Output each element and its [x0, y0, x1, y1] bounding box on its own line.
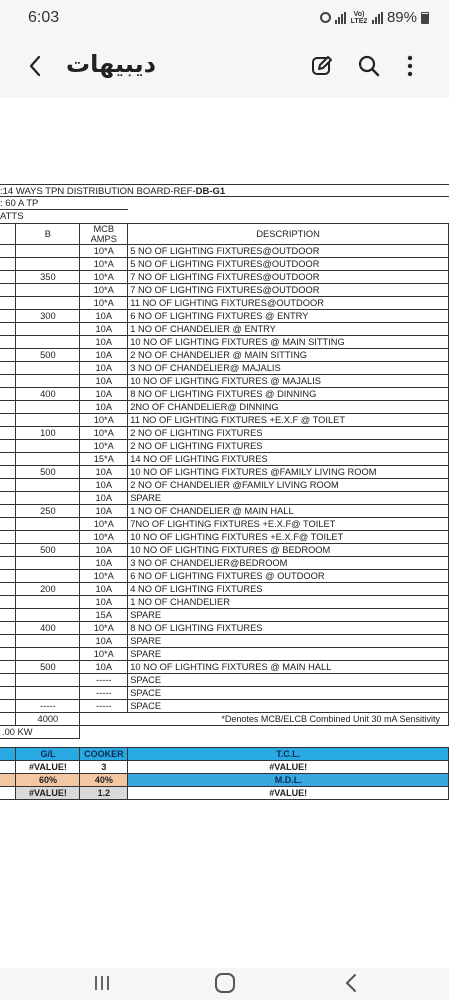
- summary-cell: #VALUE!: [16, 787, 80, 800]
- col-b-header: B: [16, 224, 80, 245]
- row-marker: [0, 544, 16, 557]
- watts-cell: [16, 492, 80, 505]
- summary-cell: 60%: [16, 774, 80, 787]
- board-ref: DB-G1: [195, 186, 226, 197]
- description-cell: SPARE: [128, 635, 449, 648]
- watts-label: ATTS: [0, 211, 24, 222]
- home-icon[interactable]: [215, 973, 235, 993]
- document-viewer[interactable]: [0, 98, 449, 968]
- row-marker: [0, 583, 16, 596]
- amps-cell: 10A: [80, 336, 128, 349]
- watts-cell: [16, 336, 80, 349]
- edit-icon[interactable]: [310, 54, 334, 78]
- description-cell: 6 NO OF LIGHTING FIXTURES @ OUTDOOR: [128, 570, 449, 583]
- amps-cell: -----: [80, 674, 128, 687]
- watts-cell: [16, 323, 80, 336]
- description-cell: 1 NO OF CHANDELIER @ MAIN HALL: [128, 505, 449, 518]
- amps-cell: 10*A: [80, 440, 128, 453]
- table-row: [0, 440, 449, 453]
- amps-cell: 10A: [80, 557, 128, 570]
- description-cell: 3 NO OF CHANDELIER@BEDROOM: [128, 557, 449, 570]
- watts-cell: 250: [16, 505, 80, 518]
- amps-cell: 10A: [80, 375, 128, 388]
- row-marker: [0, 648, 16, 661]
- amps-cell: 10A: [80, 401, 128, 414]
- row-marker: [0, 622, 16, 635]
- table-row: [0, 297, 449, 310]
- watts-cell: 500: [16, 349, 80, 362]
- table-row: [0, 583, 449, 596]
- watts-cell: [16, 479, 80, 492]
- watts-cell: [16, 362, 80, 375]
- description-cell: 11 NO OF LIGHTING FIXTURES +E.X.F @ TOILET: [128, 414, 449, 427]
- watts-cell: [16, 531, 80, 544]
- description-cell: SPARE: [128, 492, 449, 505]
- total-kw: .00 KW: [0, 726, 80, 739]
- watts-cell: [16, 258, 80, 271]
- battery-percent: 89%: [386, 9, 417, 26]
- amps-cell: 10*A: [80, 258, 128, 271]
- description-cell: 5 NO OF LIGHTING FIXTURES@OUTDOOR: [128, 245, 449, 258]
- amps-cell: 10*A: [80, 570, 128, 583]
- table-row: [0, 557, 449, 570]
- row-marker: [0, 258, 16, 271]
- row-marker: [0, 297, 16, 310]
- watts-cell: [16, 557, 80, 570]
- app-bar: [0, 36, 449, 98]
- watts-cell: [16, 518, 80, 531]
- watts-cell: 500: [16, 466, 80, 479]
- amps-cell: 10A: [80, 466, 128, 479]
- signal-icon-2: [372, 12, 383, 24]
- table-row: [0, 518, 449, 531]
- table-row: [0, 414, 449, 427]
- row-marker: [0, 427, 16, 440]
- watts-cell: 300: [16, 310, 80, 323]
- description-cell: SPACE: [128, 674, 449, 687]
- table-row: [0, 401, 449, 414]
- watts-cell: 500: [16, 661, 80, 674]
- table-row: [0, 362, 449, 375]
- table-row: [0, 245, 449, 258]
- status-time: 6:03: [28, 9, 60, 26]
- row-marker: [0, 336, 16, 349]
- watts-cell: [16, 674, 80, 687]
- row-marker: [0, 401, 16, 414]
- amps-cell: -----: [80, 687, 128, 700]
- description-cell: SPACE: [128, 700, 449, 713]
- row-marker: [0, 518, 16, 531]
- table-row: [0, 284, 449, 297]
- board-title-text: :14 WAYS TPN DISTRIBUTION BOARD-REF-: [0, 186, 196, 197]
- row-marker: [0, 570, 16, 583]
- amps-cell: 10*A: [80, 297, 128, 310]
- watts-cell: [16, 635, 80, 648]
- description-cell: 10 NO OF LIGHTING FIXTURES @ MAJALIS: [128, 375, 449, 388]
- row-marker: [0, 440, 16, 453]
- watts-cell: [16, 297, 80, 310]
- watts-cell: 200: [16, 583, 80, 596]
- watts-cell: [16, 440, 80, 453]
- table-row: [0, 336, 449, 349]
- amps-cell: 10A: [80, 596, 128, 609]
- watts-cell: 400: [16, 388, 80, 401]
- amps-label: AMPS: [90, 234, 117, 244]
- row-marker: [0, 284, 16, 297]
- watts-cell: [16, 596, 80, 609]
- table-row: [0, 531, 449, 544]
- summary-cell: #VALUE!: [16, 761, 80, 774]
- description-cell: 2 NO OF LIGHTING FIXTURES: [128, 427, 449, 440]
- description-cell: SPACE: [128, 687, 449, 700]
- amps-cell: 10*A: [80, 284, 128, 297]
- table-row: [0, 349, 449, 362]
- summary-cell: 40%: [80, 774, 128, 787]
- table-row: [0, 492, 449, 505]
- description-cell: 10 NO OF LIGHTING FIXTURES @FAMILY LIVING ROOM: [128, 466, 449, 479]
- row-marker: [0, 492, 16, 505]
- row-marker: [0, 479, 16, 492]
- row-marker: [0, 388, 16, 401]
- amps-cell: 10*A: [80, 245, 128, 258]
- description-cell: 7NO OF LIGHTING FIXTURES +E.X.F@ TOILET: [128, 518, 449, 531]
- table-row: [0, 323, 449, 336]
- description-cell: 11 NO OF LIGHTING FIXTURES@OUTDOOR: [128, 297, 449, 310]
- watts-cell: 350: [16, 271, 80, 284]
- watts-cell: 100: [16, 427, 80, 440]
- table-row: [0, 375, 449, 388]
- summary-header: [0, 748, 449, 761]
- table-row: [0, 453, 449, 466]
- amps-cell: 10A: [80, 323, 128, 336]
- summary-cooker: COOKER: [80, 748, 128, 761]
- amps-cell: 10A: [80, 661, 128, 674]
- summary-cell: 1.2: [80, 787, 128, 800]
- circuit-table: [0, 223, 449, 739]
- row-marker: [0, 609, 16, 622]
- description-cell: 2 NO OF LIGHTING FIXTURES: [128, 440, 449, 453]
- description-cell: SPARE: [128, 609, 449, 622]
- description-cell: 14 NO OF LIGHTING FIXTURES: [128, 453, 449, 466]
- search-icon[interactable]: [357, 54, 381, 78]
- row-marker: [0, 674, 16, 687]
- description-cell: 7 NO OF LIGHTING FIXTURES@OUTDOOR: [128, 284, 449, 297]
- mcb-label: MCB: [93, 224, 115, 234]
- table-row: [0, 674, 449, 687]
- table-row: [0, 596, 449, 609]
- volte-label: Vo) LTE2: [350, 10, 368, 25]
- amps-cell: 10A: [80, 362, 128, 375]
- watts-cell: -----: [16, 700, 80, 713]
- watts-cell: [16, 648, 80, 661]
- table-row: [0, 466, 449, 479]
- row-marker: [0, 557, 16, 570]
- amps-cell: 10A: [80, 479, 128, 492]
- summary-cell: #VALUE!: [128, 761, 449, 774]
- watts-cell: 500: [16, 544, 80, 557]
- description-cell: 3 NO OF CHANDELIER@ MAJALIS: [128, 362, 449, 375]
- row-marker: [0, 505, 16, 518]
- table-row: [0, 687, 449, 700]
- row-marker: [0, 453, 16, 466]
- footnote: *Denotes MCB/ELCB Combined Unit 30 mA Sensitivity: [80, 713, 449, 726]
- row-marker: [0, 596, 16, 609]
- description-cell: 1 NO OF CHANDELIER: [128, 596, 449, 609]
- amps-cell: 10A: [80, 635, 128, 648]
- recents-icon[interactable]: [92, 974, 112, 992]
- board-title: [0, 184, 449, 197]
- description-cell: 5 NO OF LIGHTING FIXTURES@OUTDOOR: [128, 258, 449, 271]
- description-cell: 2NO OF CHANDELIER@ DINNING: [128, 401, 449, 414]
- description-cell: SPARE: [128, 648, 449, 661]
- table-row: [0, 661, 449, 674]
- table-header: [0, 224, 449, 245]
- table-row: [0, 622, 449, 635]
- table-row: [0, 427, 449, 440]
- document-title: ديبيهات: [66, 50, 156, 78]
- row-marker: [0, 375, 16, 388]
- battery-icon: [421, 12, 429, 24]
- amps-cell: 10A: [80, 544, 128, 557]
- navigation-bar: [0, 968, 449, 1000]
- signal-icon: [335, 12, 346, 24]
- row-marker: [0, 323, 16, 336]
- row-marker: [0, 531, 16, 544]
- summary-tcl: T.C.L.: [128, 748, 449, 761]
- summary-cell: #VALUE!: [128, 787, 449, 800]
- amps-cell: 10A: [80, 388, 128, 401]
- board-rating: : 60 A TP: [0, 197, 128, 210]
- watts-cell: [16, 284, 80, 297]
- total-row: [0, 713, 449, 726]
- chevron-left-icon[interactable]: [22, 52, 50, 80]
- total-watts: 4000: [16, 713, 80, 726]
- watts-cell: [16, 375, 80, 388]
- row-marker: [0, 310, 16, 323]
- amps-cell: 10*A: [80, 271, 128, 284]
- amps-cell: 10A: [80, 349, 128, 362]
- table-row: [0, 271, 449, 284]
- description-cell: 6 NO OF LIGHTING FIXTURES @ ENTRY: [128, 310, 449, 323]
- summary-table: [0, 747, 449, 800]
- description-cell: 10 NO OF LIGHTING FIXTURES @ BEDROOM: [128, 544, 449, 557]
- watts-cell: [16, 414, 80, 427]
- table-row: [0, 258, 449, 271]
- description-cell: 2 NO OF CHANDELIER @FAMILY LIVING ROOM: [128, 479, 449, 492]
- row-marker: [0, 700, 16, 713]
- kw-row: [0, 726, 449, 739]
- watts-cell: 400: [16, 622, 80, 635]
- watts-cell: [16, 453, 80, 466]
- amps-cell: 10A: [80, 583, 128, 596]
- description-cell: 8 NO OF LIGHTING FIXTURES: [128, 622, 449, 635]
- amps-cell: 10A: [80, 310, 128, 323]
- table-row: [0, 570, 449, 583]
- amps-cell: 10*A: [80, 518, 128, 531]
- amps-cell: 10*A: [80, 427, 128, 440]
- table-row: [0, 635, 449, 648]
- spreadsheet: [0, 184, 449, 800]
- description-cell: 1 NO OF CHANDELIER @ ENTRY: [128, 323, 449, 336]
- alarm-icon: [320, 12, 331, 23]
- summary-row-2: [0, 774, 449, 787]
- table-row: [0, 609, 449, 622]
- row-marker: [0, 362, 16, 375]
- table-row: [0, 310, 449, 323]
- back-nav-icon[interactable]: [343, 973, 359, 993]
- status-bar: [0, 0, 449, 36]
- summary-gl: G/L: [16, 748, 80, 761]
- watts-cell: [16, 687, 80, 700]
- amps-cell: 10*A: [80, 414, 128, 427]
- summary-mdl: M.D.L.: [128, 774, 449, 787]
- watts-cell: [16, 245, 80, 258]
- table-row: [0, 479, 449, 492]
- table-row: [0, 505, 449, 518]
- table-row: [0, 648, 449, 661]
- table-row: [0, 544, 449, 557]
- col-mcb-header: [80, 224, 128, 245]
- amps-cell: 10*A: [80, 622, 128, 635]
- description-cell: 7 NO OF LIGHTING FIXTURES@OUTDOOR: [128, 271, 449, 284]
- description-cell: 10 NO OF LIGHTING FIXTURES @ MAIN SITTING: [128, 336, 449, 349]
- amps-cell: -----: [80, 700, 128, 713]
- table-row: [0, 700, 449, 713]
- amps-cell: 10*A: [80, 531, 128, 544]
- row-marker: [0, 466, 16, 479]
- watts-cell: [16, 609, 80, 622]
- amps-cell: 10A: [80, 492, 128, 505]
- col-desc-header: DESCRIPTION: [128, 224, 449, 245]
- amps-cell: 10A: [80, 505, 128, 518]
- row-marker: [0, 414, 16, 427]
- description-cell: 8 NO OF LIGHTING FIXTURES @ DINNING: [128, 388, 449, 401]
- row-marker: [0, 635, 16, 648]
- description-cell: 4 NO OF LIGHTING FIXTURES: [128, 583, 449, 596]
- amps-cell: 15A: [80, 609, 128, 622]
- summary-cell: 3: [80, 761, 128, 774]
- status-icons: [320, 9, 429, 26]
- amps-cell: 15*A: [80, 453, 128, 466]
- description-cell: 10 NO OF LIGHTING FIXTURES @ MAIN HALL: [128, 661, 449, 674]
- more-vert-icon[interactable]: [403, 54, 417, 78]
- summary-row-1: [0, 761, 449, 774]
- amps-cell: 10*A: [80, 648, 128, 661]
- watts-cell: [16, 401, 80, 414]
- row-marker: [0, 271, 16, 284]
- row-marker: [0, 661, 16, 674]
- row-marker: [0, 349, 16, 362]
- watts-cell: [16, 570, 80, 583]
- table-row: [0, 388, 449, 401]
- description-cell: 2 NO OF CHANDELIER @ MAIN SITTING: [128, 349, 449, 362]
- row-marker: [0, 245, 16, 258]
- description-cell: 10 NO OF LIGHTING FIXTURES +E.X.F@ TOILET: [128, 531, 449, 544]
- summary-row-3: [0, 787, 449, 800]
- row-marker: [0, 687, 16, 700]
